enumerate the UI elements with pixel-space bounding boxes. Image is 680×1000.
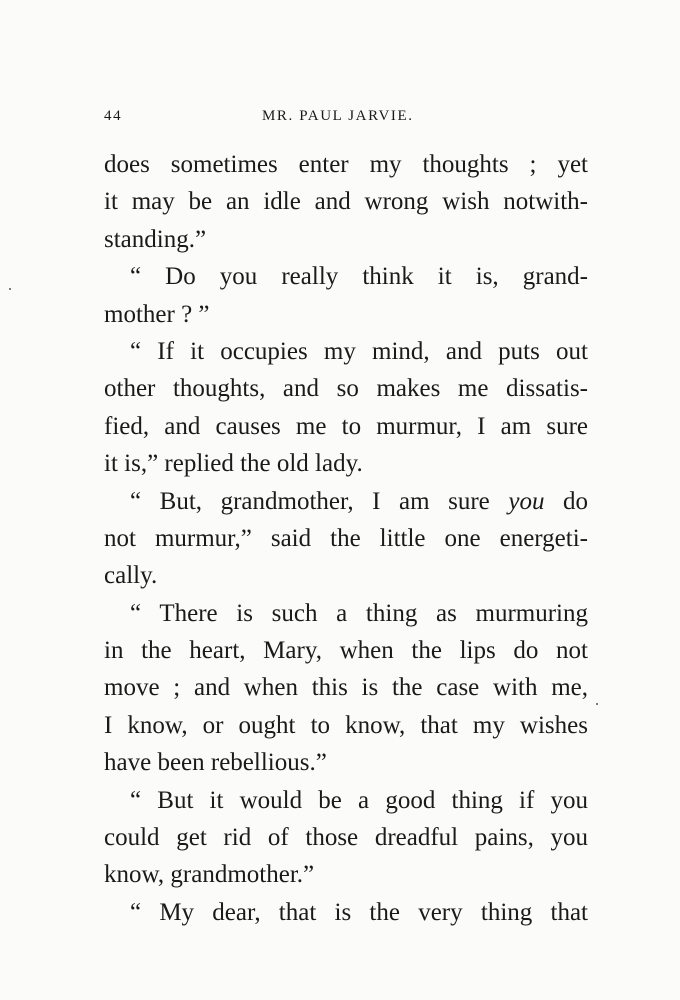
text-line: “ There is such a thing as murmuring — [130, 599, 588, 627]
text-line: it may be an idle and wrong wish notwith- — [104, 188, 588, 216]
running-title: MR. PAUL JARVIE. — [262, 108, 414, 124]
text-line: in the heart, Mary, when the lips do not — [104, 637, 588, 665]
text-line: move ; and when this is the case with me, — [104, 674, 588, 702]
body-text — [104, 146, 588, 931]
text-line: “ But it would be a good thing if you — [130, 786, 588, 814]
text-line: standing.” — [104, 225, 207, 253]
text-run: do — [544, 487, 589, 515]
text-line: does sometimes enter my thoughts ; yet — [104, 151, 588, 178]
text-line: have been rebellious.” — [104, 749, 327, 777]
text-line: mother ? ” — [104, 300, 210, 328]
text-line: cally. — [104, 562, 158, 590]
text-line: “ Do you really think it is, grand- — [130, 263, 588, 291]
text-line: other thoughts, and so makes me dissatis- — [104, 375, 588, 403]
text-line — [104, 483, 588, 520]
paper-speck — [9, 288, 11, 290]
text-line: it is,” replied the old lady. — [104, 450, 363, 478]
text-run: “ But, grandmother, I am sure — [130, 487, 509, 515]
text-line: “ My dear, that is the very thing that — [130, 898, 588, 926]
text-line: fied, and causes me to murmur, I am sure — [104, 412, 588, 440]
text-line: know, grandmother.” — [104, 861, 315, 889]
text-line: not murmur,” said the little one energeti- — [104, 524, 588, 552]
text-line: I know, or ought to know, that my wishes — [104, 711, 588, 739]
page-number: 44 — [104, 108, 123, 124]
running-head — [104, 108, 588, 130]
text-line: “ If it occupies my mind, and puts out — [130, 337, 588, 365]
text-line: could get rid of those dreadful pains, you — [104, 824, 588, 852]
emphasized-word: you — [508, 487, 545, 515]
paper-speck — [596, 703, 598, 705]
